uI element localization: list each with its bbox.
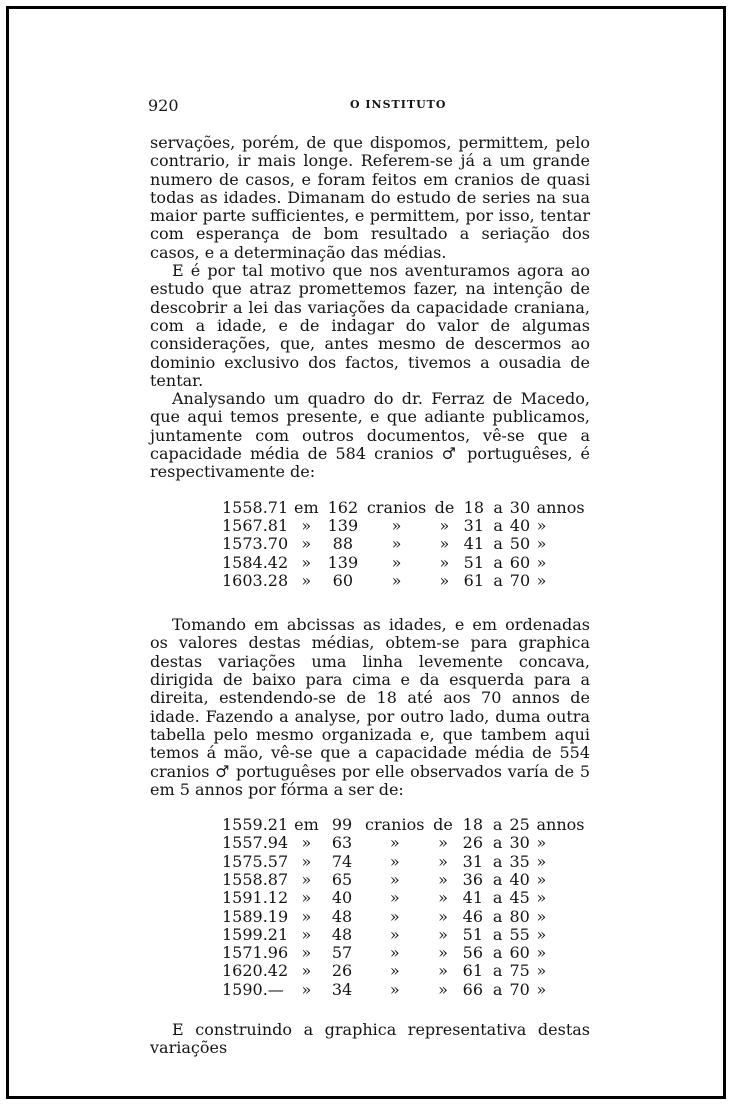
de-cell: » (438, 906, 448, 926)
em-cell: » (301, 833, 312, 853)
a-cell: a (492, 979, 503, 999)
em-cell: » (301, 570, 312, 590)
de-cell: de (433, 815, 453, 835)
em-cell: » (301, 869, 312, 889)
age-from-cell: 61 (463, 570, 484, 590)
cranios-cell: » (389, 943, 400, 963)
capacity-cell: 1571.96 (222, 943, 289, 963)
capacity-cell: 1559.21 (222, 815, 289, 835)
capacity-cell: 1557.94 (222, 833, 289, 853)
a-cell: a (493, 515, 503, 535)
em-cell: » (301, 961, 312, 981)
em-cell: » (301, 924, 312, 944)
a-cell: a (492, 943, 503, 963)
age-to-cell: 70 (509, 979, 530, 999)
age-from-cell: 31 (463, 515, 484, 535)
age-to-cell: 30 (509, 833, 530, 853)
age-to-cell: 40 (509, 515, 531, 535)
age-from-cell: 18 (462, 815, 483, 835)
a-cell: a (493, 552, 503, 572)
unit-cell: » (536, 833, 547, 853)
paragraph-4: Tomando em abcissas as idades, e em ordenadas os valores destas médias, obtem-se para graphica destas variações uma linha levemente concava, dirigida de baixo para cima e da esquerda para a direita, estendendo-se de 18 até aos 70 annos de idade. Fazendo a analyse, por outro lado, duma outra tabella pelo mesmo organizada e, que tambem aqui temos á mão, vê-se que a capacidade média de 554 cranios ♂ portuguêses por elle observados varía de 5 em 5 annos por fórma a ser de: (150, 615, 590, 799)
age-to-cell: 70 (509, 570, 531, 590)
de-cell: » (438, 833, 448, 853)
table-row (222, 853, 590, 871)
em-cell: » (301, 943, 312, 963)
age-to-cell: 30 (509, 497, 531, 517)
de-cell: » (438, 961, 448, 981)
age-from-cell: 46 (462, 906, 483, 926)
a-cell: a (493, 570, 503, 590)
table-row (222, 889, 590, 907)
age-to-cell: 45 (509, 888, 530, 908)
em-cell: » (301, 906, 312, 926)
cranios-cell: » (389, 851, 400, 871)
age-from-cell: 41 (462, 888, 483, 908)
em-cell: em (293, 497, 319, 517)
unit-cell: » (536, 869, 547, 889)
table-row (222, 816, 590, 834)
capacity-cell: 1599.21 (222, 924, 289, 944)
capacity-cell: 1591.12 (222, 888, 289, 908)
a-cell: a (492, 961, 503, 981)
count-cell: 40 (331, 888, 353, 908)
age-to-cell: 35 (509, 851, 530, 871)
count-cell: 34 (331, 979, 353, 999)
capacity-table-2 (222, 816, 590, 999)
cranios-cell: » (389, 906, 400, 926)
cranios-cell: » (389, 869, 400, 889)
unit-cell: » (536, 943, 547, 963)
paragraph-1: servações, porém, de que dispomos, permittem, pelo contrario, ir mais longe. Referem-se já a um grande numero de casos, e foram feitos em cranios de quasi todas as idades. Dimanam do estudo de series na sua maior parte sufficientes, e permittem, por isso, tentar com esperança de bom resultado a seriação dos casos, e a determinação das médias. (150, 133, 590, 262)
count-cell: 60 (332, 570, 354, 590)
em-cell: » (301, 515, 312, 535)
age-to-cell: 40 (509, 869, 530, 889)
cranios-cell: » (389, 979, 400, 999)
cranios-cell: » (391, 552, 402, 572)
paragraph-5: E construindo a graphica representativa destas variações (150, 1020, 590, 1058)
table-row (222, 908, 590, 926)
count-cell: 88 (332, 534, 354, 554)
unit-cell: annos (536, 497, 585, 517)
capacity-cell: 1584.42 (222, 552, 289, 572)
cranios-cell: » (391, 570, 402, 590)
table-row (222, 871, 590, 889)
capacity-table-1 (222, 499, 590, 590)
capacity-cell: 1620.42 (222, 961, 289, 981)
capacity-cell: 1590.— (222, 979, 284, 999)
unit-cell: » (536, 552, 547, 572)
table-row (222, 834, 590, 852)
count-cell: 48 (331, 906, 353, 926)
a-cell: a (492, 924, 503, 944)
cranios-cell: cranios (366, 497, 427, 517)
age-to-cell: 75 (509, 961, 530, 981)
page-number: 920 (148, 96, 179, 115)
em-cell: em (294, 815, 319, 835)
de-cell: » (439, 552, 450, 572)
capacity-cell: 1589.19 (222, 906, 289, 926)
count-cell: 99 (331, 815, 353, 835)
age-from-cell: 26 (462, 833, 483, 853)
em-cell: » (301, 888, 312, 908)
count-cell: 63 (331, 833, 353, 853)
de-cell: de (434, 497, 455, 517)
age-to-cell: 25 (509, 815, 530, 835)
count-cell: 74 (331, 851, 353, 871)
table-row (222, 499, 590, 517)
cranios-cell: » (391, 515, 402, 535)
age-from-cell: 31 (462, 851, 483, 871)
age-to-cell: 60 (509, 943, 530, 963)
a-cell: a (492, 888, 503, 908)
table-row (222, 981, 590, 999)
count-cell: 139 (327, 552, 359, 572)
a-cell: a (492, 833, 503, 853)
unit-cell: » (536, 851, 547, 871)
a-cell: a (492, 906, 503, 926)
cranios-cell: » (389, 961, 400, 981)
count-cell: 26 (331, 961, 353, 981)
a-cell: a (493, 497, 503, 517)
de-cell: » (439, 515, 450, 535)
page-body (150, 134, 590, 1058)
unit-cell: » (536, 570, 547, 590)
table-row (222, 517, 590, 535)
count-cell: 65 (331, 869, 353, 889)
capacity-cell: 1573.70 (222, 534, 289, 554)
count-cell: 48 (331, 924, 353, 944)
capacity-cell: 1558.71 (222, 497, 289, 517)
page-header (150, 96, 590, 116)
unit-cell: » (536, 961, 547, 981)
table-row (222, 554, 590, 572)
unit-cell: annos (536, 815, 585, 835)
table-row (222, 962, 590, 980)
unit-cell: » (536, 906, 547, 926)
table-row (222, 944, 590, 962)
de-cell: » (439, 570, 450, 590)
capacity-cell: 1558.87 (222, 869, 289, 889)
age-to-cell: 55 (509, 924, 530, 944)
cranios-cell: » (391, 534, 402, 554)
de-cell: » (438, 979, 448, 999)
age-from-cell: 51 (462, 924, 483, 944)
paragraph-3: Analysando um quadro do dr. Ferraz de Macedo, que aqui temos presente, e que adiante publicamos, juntamente com outros documentos, vê-se que a capacidade média de 584 cranios ♂ portuguêses, é respectivamente de: (150, 389, 590, 482)
de-cell: » (438, 924, 448, 944)
em-cell: » (301, 851, 312, 871)
age-from-cell: 36 (462, 869, 483, 889)
de-cell: » (438, 888, 448, 908)
count-cell: 162 (327, 497, 359, 517)
a-cell: a (492, 869, 503, 889)
age-from-cell: 51 (463, 552, 484, 572)
unit-cell: » (536, 515, 547, 535)
capacity-cell: 1603.28 (222, 570, 289, 590)
cranios-cell: cranios (365, 815, 425, 835)
age-from-cell: 41 (463, 534, 484, 554)
age-from-cell: 56 (462, 943, 483, 963)
de-cell: » (439, 534, 450, 554)
de-cell: » (438, 869, 448, 889)
de-cell: » (438, 943, 448, 963)
a-cell: a (493, 534, 503, 554)
a-cell: a (492, 815, 503, 835)
unit-cell: » (536, 534, 547, 554)
a-cell: a (492, 851, 503, 871)
em-cell: » (301, 979, 312, 999)
unit-cell: » (536, 888, 547, 908)
paragraph-2: E é por tal motivo que nos aventuramos agora ao estudo que atraz promettemos fazer, na intenção de descobrir a lei das variações da capacidade craniana, com a idade, e de indagar do valor de algumas considerações, que, antes mesmo de descermos ao dominio exclusivo dos factos, tivemos a ousadia de tentar. (150, 261, 590, 390)
count-cell: 57 (331, 943, 353, 963)
age-to-cell: 50 (509, 534, 531, 554)
unit-cell: » (536, 924, 547, 944)
age-from-cell: 18 (463, 497, 484, 517)
unit-cell: » (536, 979, 547, 999)
em-cell: » (301, 534, 312, 554)
cranios-cell: » (389, 833, 400, 853)
de-cell: » (438, 851, 448, 871)
capacity-cell: 1567.81 (222, 515, 289, 535)
age-to-cell: 80 (509, 906, 530, 926)
cranios-cell: » (389, 888, 400, 908)
age-from-cell: 66 (462, 979, 483, 999)
em-cell: » (301, 552, 312, 572)
running-title: O INSTITUTO (350, 98, 447, 111)
age-from-cell: 61 (462, 961, 483, 981)
table-row (222, 535, 590, 553)
capacity-cell: 1575.57 (222, 851, 289, 871)
table-row (222, 572, 590, 590)
cranios-cell: » (389, 924, 400, 944)
age-to-cell: 60 (509, 552, 531, 572)
count-cell: 139 (327, 515, 359, 535)
table-row (222, 926, 590, 944)
